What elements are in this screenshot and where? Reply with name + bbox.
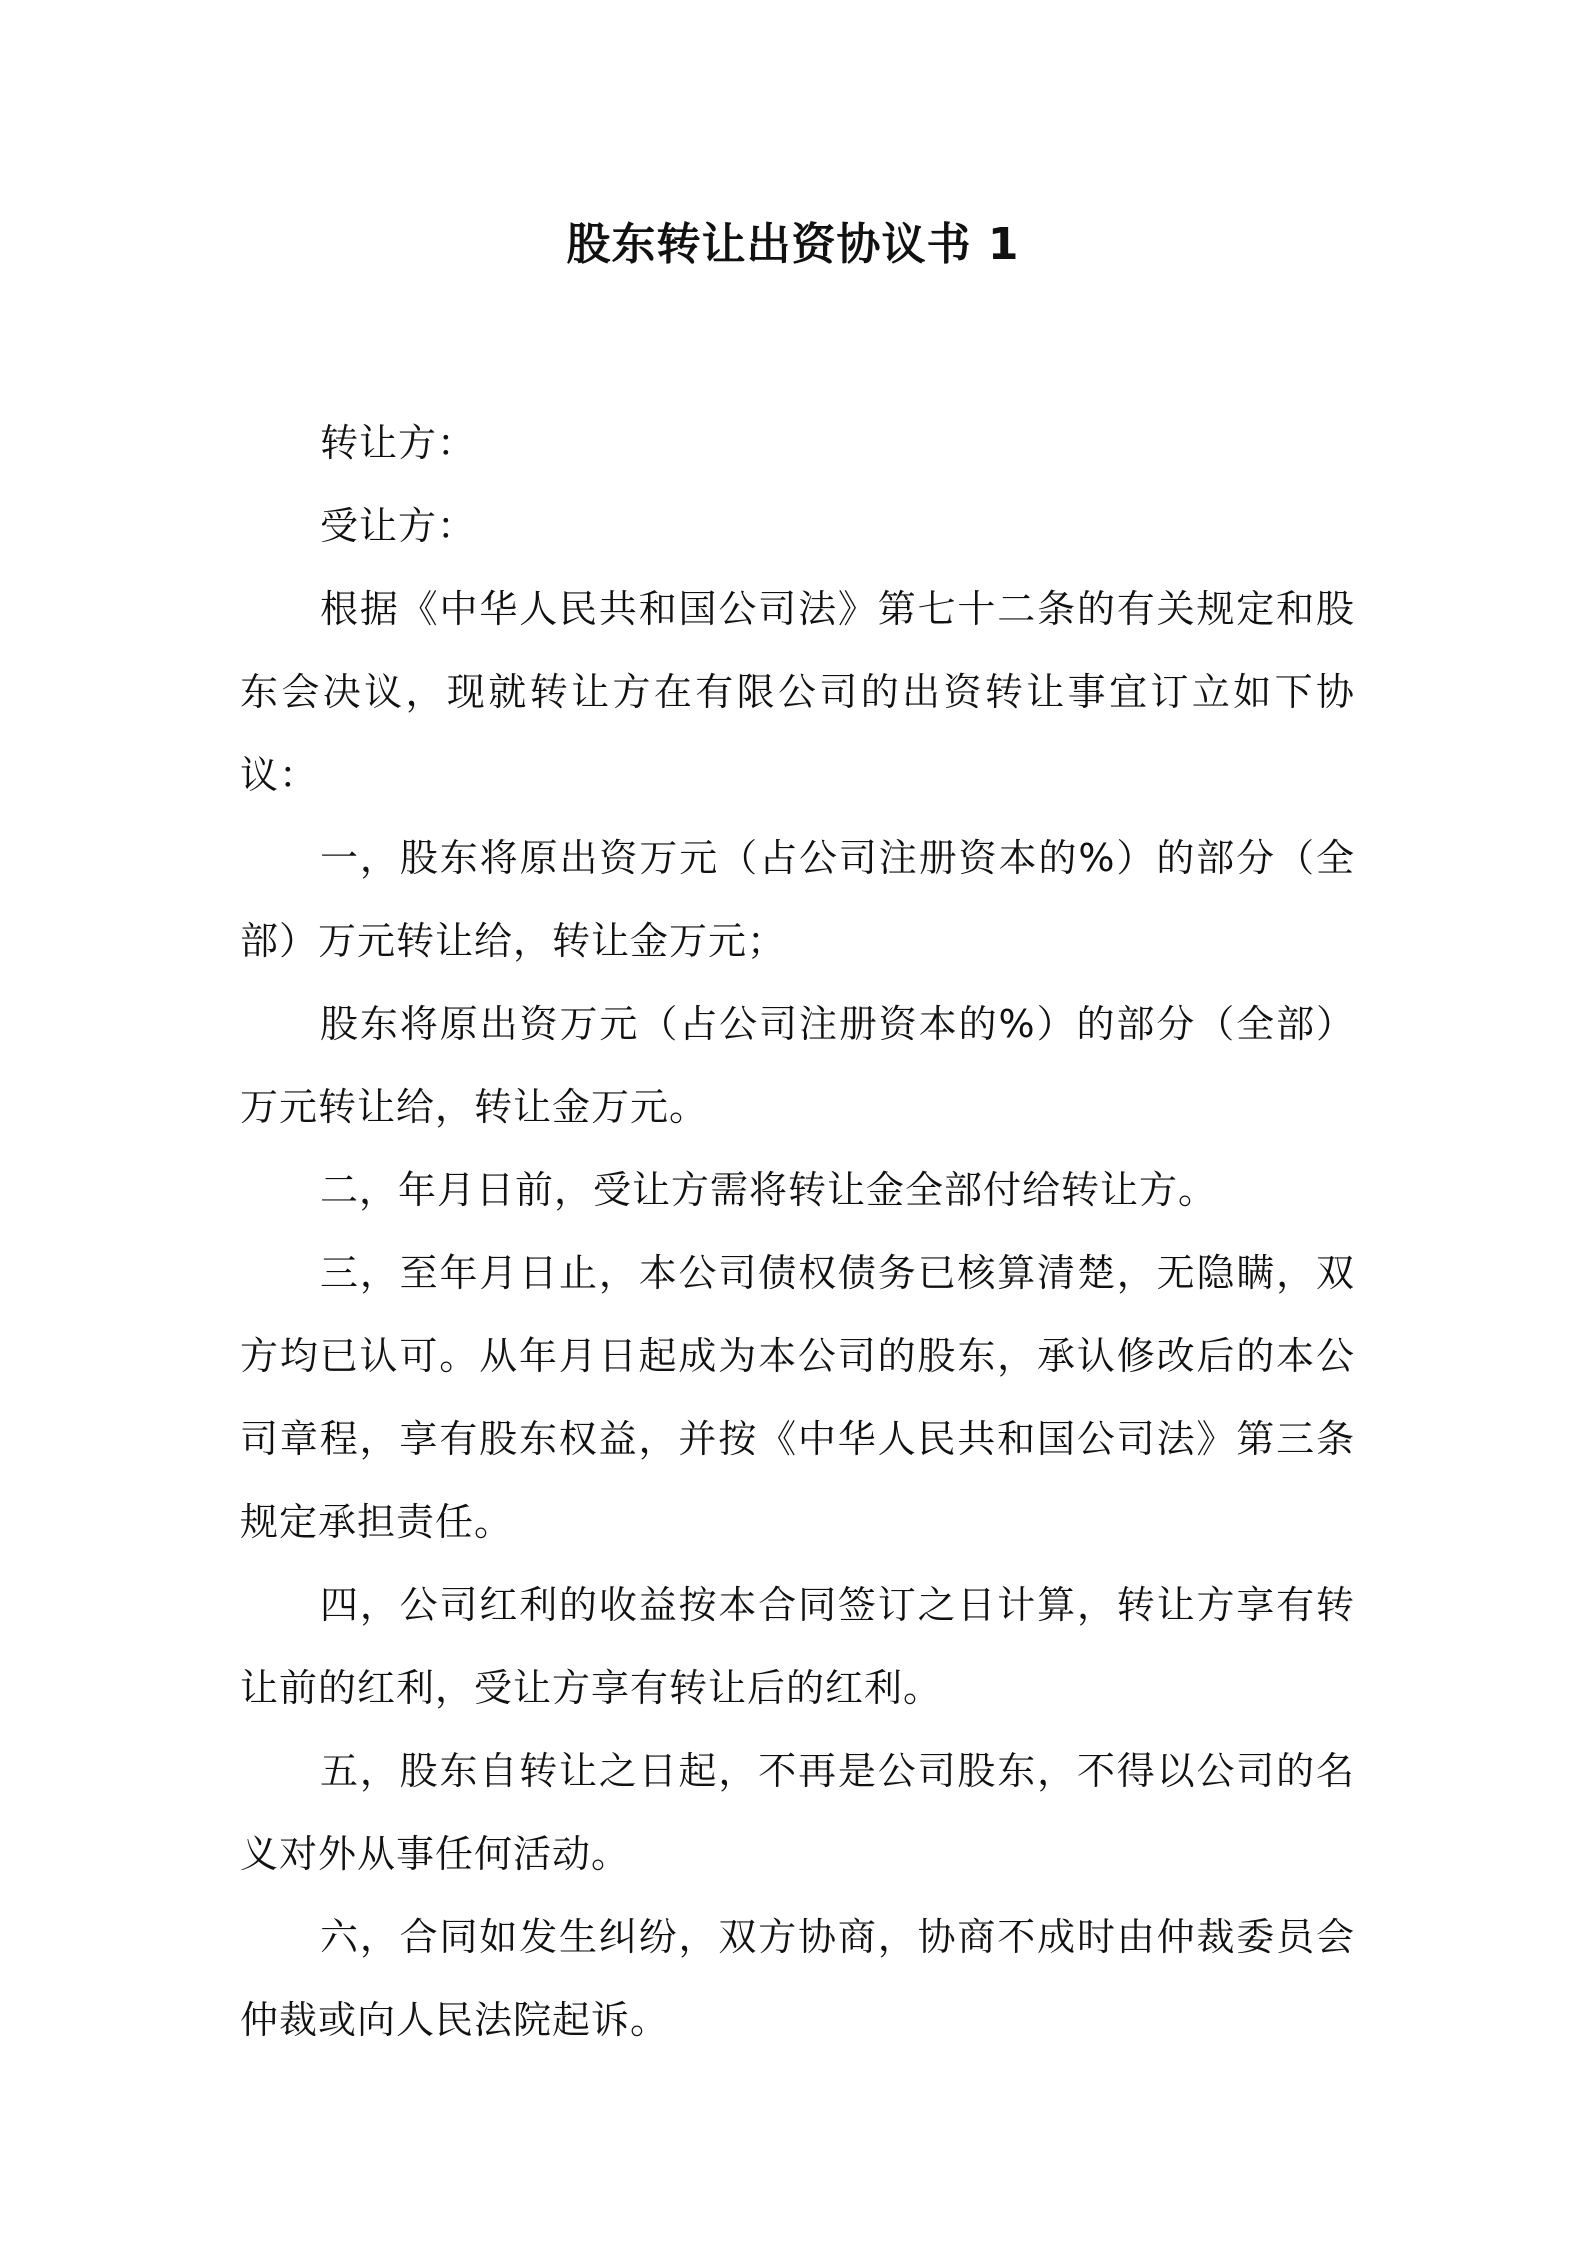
transferor-line: 转让方： bbox=[320, 421, 477, 465]
clause-5-paragraph: 五，股东自转让之日起，不再是公司股东，不得以公司的名义对外从事任何活动。 bbox=[240, 1749, 1355, 1876]
clause-2-paragraph: 二，年月日前，受让方需将转让金全部付给转让方。 bbox=[320, 1168, 1218, 1212]
transferee-line: 受让方： bbox=[320, 504, 477, 548]
clause-1-paragraph: 一，股东将原出资万元（占公司注册资本的%）的部分（全部）万元转让给，转让金万元； bbox=[240, 836, 1355, 963]
document-title: 股东转让出资协议书 1 bbox=[566, 219, 1020, 270]
clause-1-continuation-paragraph: 股东将原出资万元（占公司注册资本的%）的部分（全部）万元转让给，转让金万元。 bbox=[240, 1002, 1355, 1129]
clause-4-paragraph: 四，公司红利的收益按本合同签订之日计算，转让方享有转让前的红利，受让方享有转让后的红利。 bbox=[240, 1583, 1355, 1710]
clause-6-paragraph: 六，合同如发生纠纷，双方协商，协商不成时由仲裁委员会仲裁或向人民法院起诉。 bbox=[240, 1915, 1355, 2042]
preamble-paragraph: 根据《中华人民共和国公司法》第七十二条的有关规定和股东会决议，现就转让方在有限公司的出资转让事宜订立如下协议： bbox=[240, 587, 1355, 797]
clause-3-paragraph: 三，至年月日止，本公司债权债务已核算清楚，无隐瞒，双方均已认可。从年月日起成为本公司的股东，承认修改后的本公司章程，享有股东权益，并按《中华人民共和国公司法》第三条规定承担责任。 bbox=[240, 1251, 1355, 1544]
document-body bbox=[240, 402, 1355, 2062]
